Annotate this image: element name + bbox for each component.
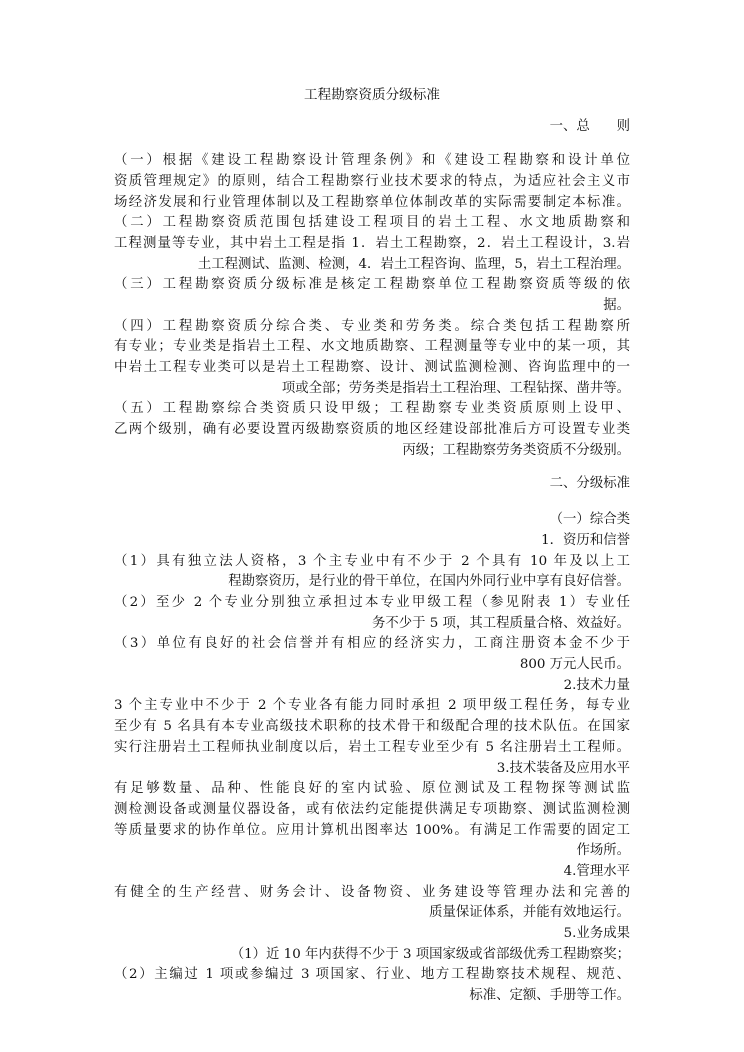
- sec4-line: 有健全的生产经营、财务会计、设备物资、业务建设等管理办法和完善的: [114, 885, 630, 900]
- sec5-item1: （1）近 10 年内获得不少于 3 项国家级或省部级优秀工程勘察奖；: [230, 947, 630, 962]
- general-p3-line: （三）工程勘察资质分级标准是核定工程勘察单位工程勘察资质等级的依: [114, 277, 630, 292]
- sec2-line: 3 个主专业中不少于 2 个专业各有能力同时承担 2 项甲级工程任务，每专业: [114, 698, 630, 713]
- sec2-line: 至少有 5 名具有本专业高级技术职称的技术骨干和级配合理的技术队伍。在国家: [114, 719, 630, 734]
- general-p5-line: 乙两个级别，确有必要设置丙级勘察资质的地区经建设部批准后方可设置专业类: [114, 422, 630, 437]
- general-p2-line: 土工程测试、监测、检测，4．岩土工程咨询、监理，5，岩土工程治理。: [197, 257, 630, 272]
- general-p2-line: （二）工程勘察资质范围包括建设工程项目的岩土工程、水文地质勘察和: [114, 215, 630, 230]
- sec4-line: 质量保证体系，并能有效地运行。: [429, 905, 630, 920]
- general-p4-line: 中岩土工程专业类可以是岩土工程勘察、设计、测试监测检测、咨询监理中的一: [114, 360, 630, 375]
- section-1-title: 1．资历和信誉: [541, 533, 630, 548]
- general-p5-line: （五）工程勘察综合类资质只设甲级；工程勘察专业类资质原则上设甲、: [114, 401, 630, 416]
- sec1-item2-line: 务不少于 5 项，其工程质量合格、效益好。: [371, 616, 630, 631]
- heading-general: 一、总 则: [549, 119, 630, 134]
- section-5-title: 5.业务成果: [563, 926, 630, 941]
- sec2-line: 实行注册岩土工程师执业制度以后，岩土工程专业至少有 5 名注册岩土工程师。: [114, 740, 630, 755]
- general-p2-line: 工程测量等专业，其中岩土工程是指 1．岩土工程勘察，2．岩土工程设计，3.岩: [114, 236, 630, 251]
- sec3-line: 测检测设备或测量仪器设备，或有依法约定能提供满足专项勘察、测试监测检测: [114, 802, 630, 817]
- sec1-item2-line: （2）至少 2 个专业分别独立承担过本专业甲级工程（参见附表 1）专业任: [114, 595, 630, 610]
- sec3-line: 等质量要求的协作单位。应用计算机出图率达 100%。有满足工作需要的固定工: [114, 823, 630, 838]
- sec1-item3-line: （3）单位有良好的社会信誉并有相应的经济实力，工商注册资本金不少于: [114, 636, 630, 651]
- sec1-item1-line: （1）具有独立法人资格，3 个主专业中有不少于 2 个具有 10 年及以上工: [114, 554, 630, 569]
- document-title: 工程勘察资质分级标准: [304, 87, 440, 103]
- sec1-item1-line: 程勘察资历，是行业的骨干单位，在国内外同行业中享有良好信誉。: [228, 574, 630, 589]
- general-p1-line: （一）根据《建设工程勘察设计管理条例》和《建设工程勘察和设计单位: [114, 153, 630, 168]
- subheading-comprehensive: （一）综合类: [549, 512, 630, 527]
- general-p1-line: 场经济发展和行业管理体制以及工程勘察单位体制改革的实际需要制定本标准。: [114, 195, 630, 210]
- general-p3-line: 据。: [603, 298, 630, 313]
- sec3-line: 有足够数量、品种、性能良好的室内试验、原位测试及工程物探等测试监: [114, 781, 630, 796]
- general-p4-line: 有专业；专业类是指岩土工程、水文地质勘察、工程测量等专业中的某一项，其: [114, 339, 630, 354]
- general-p4-line: 项或全部；劳务类是指岩土工程治理、工程钻探、凿井等。: [281, 381, 630, 396]
- heading-grading: 二、分级标准: [549, 476, 630, 491]
- general-p5-line: 丙级；工程勘察劳务类资质不分级别。: [402, 443, 630, 458]
- sec5-item2-line: 标准、定额、手册等工作。: [469, 988, 630, 1003]
- general-p4-line: （四）工程勘察资质分综合类、专业类和劳务类。综合类包括工程勘察所: [114, 319, 630, 334]
- section-4-title: 4.管理水平: [563, 864, 630, 879]
- sec3-line: 作场所。: [576, 843, 630, 858]
- section-3-title: 3.技术装备及应用水平: [496, 761, 630, 776]
- general-p1-line: 资质管理规定》的原则，结合工程勘察行业技术要求的特点，为适应社会主义市: [114, 174, 630, 189]
- section-2-title: 2.技术力量: [563, 678, 630, 693]
- sec1-item3-line: 800 万元人民币。: [519, 657, 630, 672]
- sec5-item2-line: （2）主编过 1 项或参编过 3 项国家、行业、地方工程勘察技术规程、规范、: [114, 967, 630, 982]
